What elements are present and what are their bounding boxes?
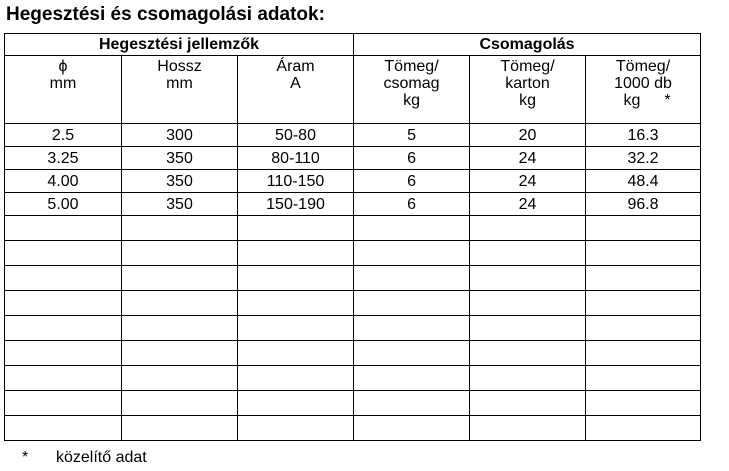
cell-weight-1000: 16.3 (586, 124, 701, 147)
header-line: Tömeg/ (384, 58, 439, 75)
cell-diameter: 5.00 (5, 193, 122, 216)
column-header-weight-1000 (586, 56, 701, 124)
empty-cell (354, 241, 470, 266)
cell-current: 50-80 (238, 124, 354, 147)
empty-cell (586, 266, 701, 291)
empty-cell (586, 341, 701, 366)
header-line: karton (505, 75, 550, 92)
empty-cell (354, 216, 470, 241)
empty-cell (122, 391, 238, 416)
empty-cell (5, 216, 122, 241)
group-header-row (5, 34, 701, 56)
empty-cell (5, 291, 122, 316)
footnote-text: közelítő adat (56, 449, 147, 466)
empty-cell (470, 291, 586, 316)
footnote (22, 449, 147, 467)
empty-cell (5, 391, 122, 416)
empty-cell (470, 241, 586, 266)
cell-weight-package: 6 (354, 147, 470, 170)
empty-cell (354, 341, 470, 366)
cell-weight-1000: 96.8 (586, 193, 701, 216)
empty-cell (238, 416, 354, 441)
empty-cell (5, 241, 122, 266)
empty-cell (586, 291, 701, 316)
empty-cell (354, 366, 470, 391)
empty-cell (238, 291, 354, 316)
table-row (5, 193, 701, 216)
header-line (586, 92, 700, 109)
empty-cell (122, 291, 238, 316)
header-line: Tömeg/ (500, 58, 555, 75)
empty-cell (470, 366, 586, 391)
header-line: ϕ (58, 58, 68, 75)
page-title: Hegesztési és csomagolási adatok: (6, 4, 325, 25)
cell-weight-carton: 24 (470, 193, 586, 216)
column-header-diameter (5, 56, 122, 124)
empty-row (5, 241, 701, 266)
cell-diameter: 4.00 (5, 170, 122, 193)
empty-row (5, 366, 701, 391)
empty-cell (122, 241, 238, 266)
cell-length: 350 (122, 170, 238, 193)
empty-cell (354, 291, 470, 316)
cell-current: 150-190 (238, 193, 354, 216)
table-row (5, 124, 701, 147)
empty-cell (586, 391, 701, 416)
empty-cell (470, 216, 586, 241)
empty-cell (470, 391, 586, 416)
empty-cell (586, 216, 701, 241)
empty-row (5, 391, 701, 416)
cell-weight-carton: 24 (470, 147, 586, 170)
header-line: mm (166, 75, 193, 92)
empty-cell (122, 366, 238, 391)
empty-row (5, 416, 701, 441)
cell-weight-1000: 32.2 (586, 147, 701, 170)
empty-cell (586, 316, 701, 341)
empty-cell (5, 366, 122, 391)
header-line: csomag (383, 75, 440, 92)
header-line: 1000 db (614, 75, 672, 92)
empty-cell (238, 366, 354, 391)
empty-cell (586, 241, 701, 266)
header-line: kg (403, 92, 420, 109)
cell-weight-package: 6 (354, 193, 470, 216)
table-row (5, 170, 701, 193)
cell-weight-carton: 20 (470, 124, 586, 147)
empty-cell (122, 266, 238, 291)
empty-cell (5, 316, 122, 341)
data-table (4, 33, 701, 441)
empty-row (5, 216, 701, 241)
group-header-packaging: Csomagolás (354, 34, 701, 56)
cell-diameter: 3.25 (5, 147, 122, 170)
empty-cell (586, 416, 701, 441)
empty-cell (354, 266, 470, 291)
empty-cell (238, 241, 354, 266)
footnote-marker: * (664, 92, 671, 109)
empty-cell (122, 416, 238, 441)
empty-cell (238, 316, 354, 341)
empty-cell (5, 416, 122, 441)
empty-cell (354, 316, 470, 341)
cell-current: 80-110 (238, 147, 354, 170)
empty-cell (354, 391, 470, 416)
header-line: mm (49, 75, 77, 92)
empty-cell (122, 216, 238, 241)
cell-length: 350 (122, 193, 238, 216)
empty-cell (238, 391, 354, 416)
header-line: A (290, 75, 301, 92)
empty-row (5, 316, 701, 341)
column-header-weight-package (354, 56, 470, 124)
empty-cell (122, 341, 238, 366)
cell-length: 350 (122, 147, 238, 170)
header-line: Áram (276, 58, 315, 75)
empty-cell (238, 266, 354, 291)
table-row (5, 147, 701, 170)
cell-weight-package: 5 (354, 124, 470, 147)
cell-weight-package: 6 (354, 170, 470, 193)
cell-length: 300 (122, 124, 238, 147)
cell-current: 110-150 (238, 170, 354, 193)
empty-cell (122, 316, 238, 341)
empty-row (5, 266, 701, 291)
empty-cell (470, 341, 586, 366)
column-header-length (122, 56, 238, 124)
empty-cell (470, 416, 586, 441)
empty-cell (238, 341, 354, 366)
empty-cell (470, 266, 586, 291)
header-line: kg (519, 92, 536, 109)
empty-row (5, 291, 701, 316)
empty-cell (470, 316, 586, 341)
empty-cell (5, 266, 122, 291)
cell-diameter: 2.5 (5, 124, 122, 147)
empty-cell (586, 366, 701, 391)
empty-cell (238, 216, 354, 241)
header-line: Hossz (157, 58, 202, 75)
footnote-symbol: * (22, 449, 29, 466)
cell-weight-1000: 48.4 (586, 170, 701, 193)
header-line: Tömeg/ (615, 58, 671, 75)
group-header-welding: Hegesztési jellemzők (5, 34, 354, 56)
header-unit: kg (623, 92, 641, 109)
empty-row (5, 341, 701, 366)
column-header-current (238, 56, 354, 124)
column-header-row (5, 56, 701, 124)
cell-weight-carton: 24 (470, 170, 586, 193)
empty-cell (5, 341, 122, 366)
column-header-weight-carton (470, 56, 586, 124)
empty-cell (354, 416, 470, 441)
